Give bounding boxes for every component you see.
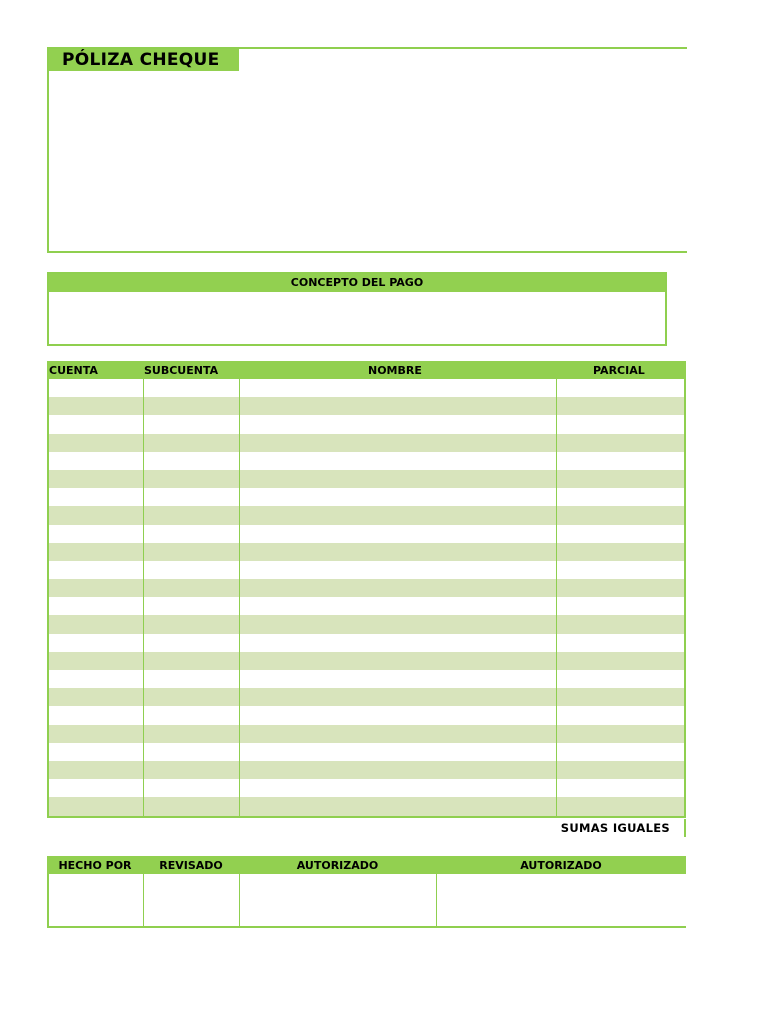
column-divider [143,379,144,816]
signature-header-revisado: REVISADO [159,859,223,872]
table-row [49,379,684,397]
signature-divider [239,874,240,926]
table-row [49,615,684,633]
concepto-header: CONCEPTO DEL PAGO [49,274,665,292]
signature-header-hecho-por: HECHO POR [58,859,132,872]
table-row [49,397,684,415]
table-row [49,652,684,670]
accounts-table-body [47,379,686,818]
table-row [49,452,684,470]
table-row [49,779,684,797]
accounts-table [47,361,686,818]
table-row [49,525,684,543]
document-title: PÓLIZA CHEQUE [49,49,239,71]
table-row [49,561,684,579]
table-row [49,761,684,779]
signature-divider [436,874,437,926]
table-row [49,579,684,597]
signatures-header [47,856,686,874]
signature-header-autorizado-2: AUTORIZADO [520,859,602,872]
table-row [49,725,684,743]
table-row [49,797,684,815]
table-row [49,488,684,506]
column-divider [556,379,557,816]
table-row [49,706,684,724]
table-row [49,506,684,524]
table-row [49,597,684,615]
concepto-section [47,272,667,346]
signature-divider [143,874,144,926]
table-row [49,634,684,652]
column-divider [239,379,240,816]
signatures-table [47,856,686,928]
accounts-table-header [47,361,686,379]
column-header-subcuenta: SUBCUENTA [144,364,219,377]
table-row [49,470,684,488]
sumas-border [684,819,686,837]
table-row [49,543,684,561]
sumas-row [47,819,686,837]
sumas-iguales-label: SUMAS IGUALES [560,821,670,835]
table-row [49,670,684,688]
table-row [49,688,684,706]
signature-header-autorizado: AUTORIZADO [296,859,379,872]
column-header-parcial: PARCIAL [593,364,645,377]
table-row [49,434,684,452]
table-row [49,743,684,761]
table-row [49,415,684,433]
signatures-body [47,874,686,928]
header-box [47,47,687,253]
column-header-cuenta: CUENTA [49,364,98,377]
column-header-nombre: NOMBRE [368,364,422,377]
